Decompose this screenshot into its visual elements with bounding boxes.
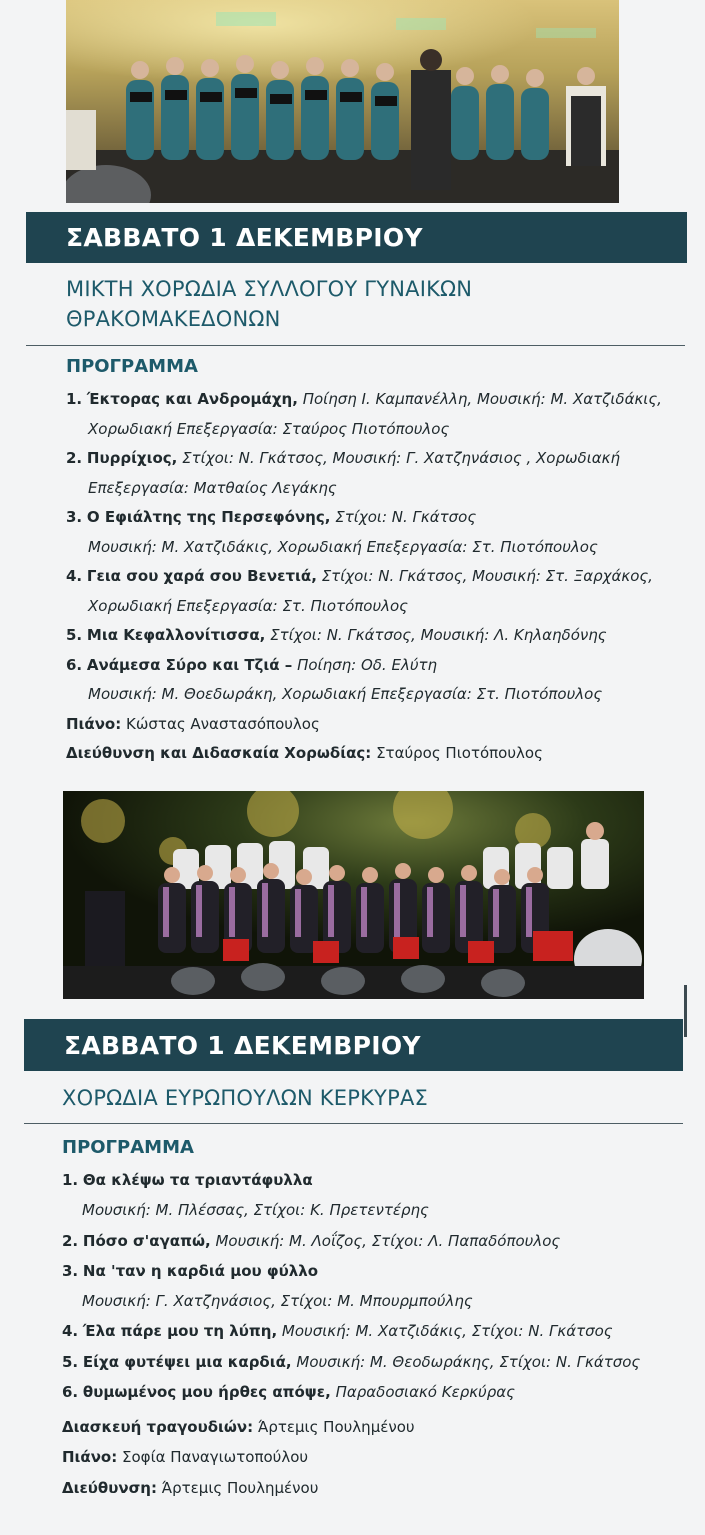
section-divider-2 (24, 1123, 683, 1124)
list-item: 2. Πυρρίχιος, Στίχοι: Ν. Γκάτσος, Μουσική: Γ. Χατζηνάσιος , Χορωδιακή (66, 449, 621, 467)
list-item: 4. Γεια σου χαρά σου Βενετιά, Στίχοι: Ν. Γκάτσος, Μουσική: Στ. Ξαρχάκος, (66, 567, 653, 585)
list-item-detail: Μουσική: Μ. Πλέσσας, Στίχοι: Κ. Πρετεντέρης (82, 1201, 429, 1220)
date-banner-2 (24, 1019, 683, 1071)
list-item: 1. Θα κλέψω τα τριαντάφυλλα (62, 1171, 313, 1189)
choir-photo-middle (63, 791, 644, 999)
program-list-2 (62, 1165, 640, 1407)
program-heading-1: ΠΡΟΓΡΑΜΜΑ (66, 356, 198, 377)
list-item: 1. Έκτορας και Ανδρομάχη, Ποίηση Ι. Καμπανέλλη, Μουσική: Μ. Χατζιδάκις, (66, 390, 662, 408)
date-banner-2-text: ΣΑΒΒΑΤΟ 1 ΔΕΚΕΜΒΡΙΟΥ (64, 1030, 421, 1060)
program-heading-2: ΠΡΟΓΡΑΜΜΑ (62, 1137, 194, 1158)
arrangement-credit-2: Διασκευή τραγουδιών: Άρτεμις Πουλημένου (62, 1418, 415, 1436)
piano-credit-2: Πιάνο: Σοφία Παναγιωτοπούλου (62, 1448, 309, 1467)
list-item-detail: Επεξεργασία: Ματθαίος Λεγάκης (88, 478, 337, 497)
choir-title-1-line2: ΘΡΑΚΟΜΑΚΕΔΟΝΩΝ (66, 307, 281, 331)
direction-credit-1: Διεύθυνση και Διδασκαία Χορωδίας: Σταύρος Πιοτόπουλος (66, 744, 543, 762)
date-banner-1 (26, 212, 687, 263)
list-item-detail: Μουσική: Μ. Χατζιδάκις, Χορωδιακή Επεξεργασία: Στ. Πιοτόπουλος (88, 537, 598, 556)
list-item: 2. Πόσο σ'αγαπώ, Μουσική: Μ. Λοΐζος, Στίχοι: Λ. Παπαδόπουλος (62, 1231, 561, 1250)
list-item: 5. Είχα φυτέψει μια καρδιά, Μουσική: Μ. Θεοδωράκης, Στίχοι: Ν. Γκάτσος (62, 1352, 641, 1371)
list-item-detail: Χορωδιακή Επεξεργασία: Στ. Πιοτόπουλος (88, 596, 408, 615)
list-item: 6. θυμωμένος μου ήρθες απόψε, Παραδοσιακό Κερκύρας (62, 1383, 515, 1402)
section-divider-1 (26, 345, 685, 346)
choir-photo-top-image (66, 0, 619, 203)
direction-credit-2: Διεύθυνση: Άρτεμις Πουλημένου (62, 1478, 319, 1497)
page-edge-mark (684, 985, 687, 1037)
list-item-detail: Χορωδιακή Επεξεργασία: Σταύρος Πιοτόπουλος (88, 419, 450, 438)
list-item-detail: Μουσική: Μ. Θοεδωράκη, Χορωδιακή Επεξεργασία: Στ. Πιοτόπουλος (88, 685, 603, 703)
piano-credit-1: Πιάνο: Κώστας Αναστασόπουλος (66, 714, 320, 733)
credits-2 (62, 1412, 415, 1503)
choir-title-1 (66, 274, 472, 334)
choir-title-2-line1: ΧΟΡΩΔΙΑ ΕΥΡΩΠΟΥΛΩΝ ΚΕΡΚΥΡΑΣ (62, 1086, 428, 1110)
choir-title-1-line1: ΜΙΚΤΗ ΧΟΡΩΔΙΑ ΣΥΛΛΟΓΟΥ ΓΥΝΑΙΚΩΝ (66, 277, 473, 301)
list-item-detail: Μουσική: Γ. Χατζηνάσιος, Στίχοι: Μ. Μπουρμπούλης (82, 1292, 473, 1311)
date-banner-1-text: ΣΑΒΒΑΤΟ 1 ΔΕΚΕΜΒΡΙΟΥ (66, 223, 423, 252)
choir-photo-middle-image (63, 791, 644, 999)
program-list-1 (66, 385, 662, 769)
list-item: 5. Μια Κεφαλλονίτισσα, Στίχοι: Ν. Γκάτσος, Μουσική: Λ. Κηλαηδόνης (66, 626, 607, 644)
list-item: 3. Ο Εφιάλτης της Περσεφόνης, Στίχοι: Ν. Γκάτσος (66, 508, 477, 526)
list-item: 3. Να 'ταν η καρδιά μου φύλλο (62, 1261, 319, 1280)
choir-photo-top (66, 0, 619, 203)
choir-title-2 (62, 1083, 428, 1113)
list-item: 4. Έλα πάρε μου τη λύπη, Μουσική: Μ. Χατζιδάκις, Στίχοι: Ν. Γκάτσος (62, 1322, 613, 1341)
list-item: 6. Ανάμεσα Σύρο και Τζιά – Ποίηση: Οδ. Ελύτη (66, 655, 438, 674)
